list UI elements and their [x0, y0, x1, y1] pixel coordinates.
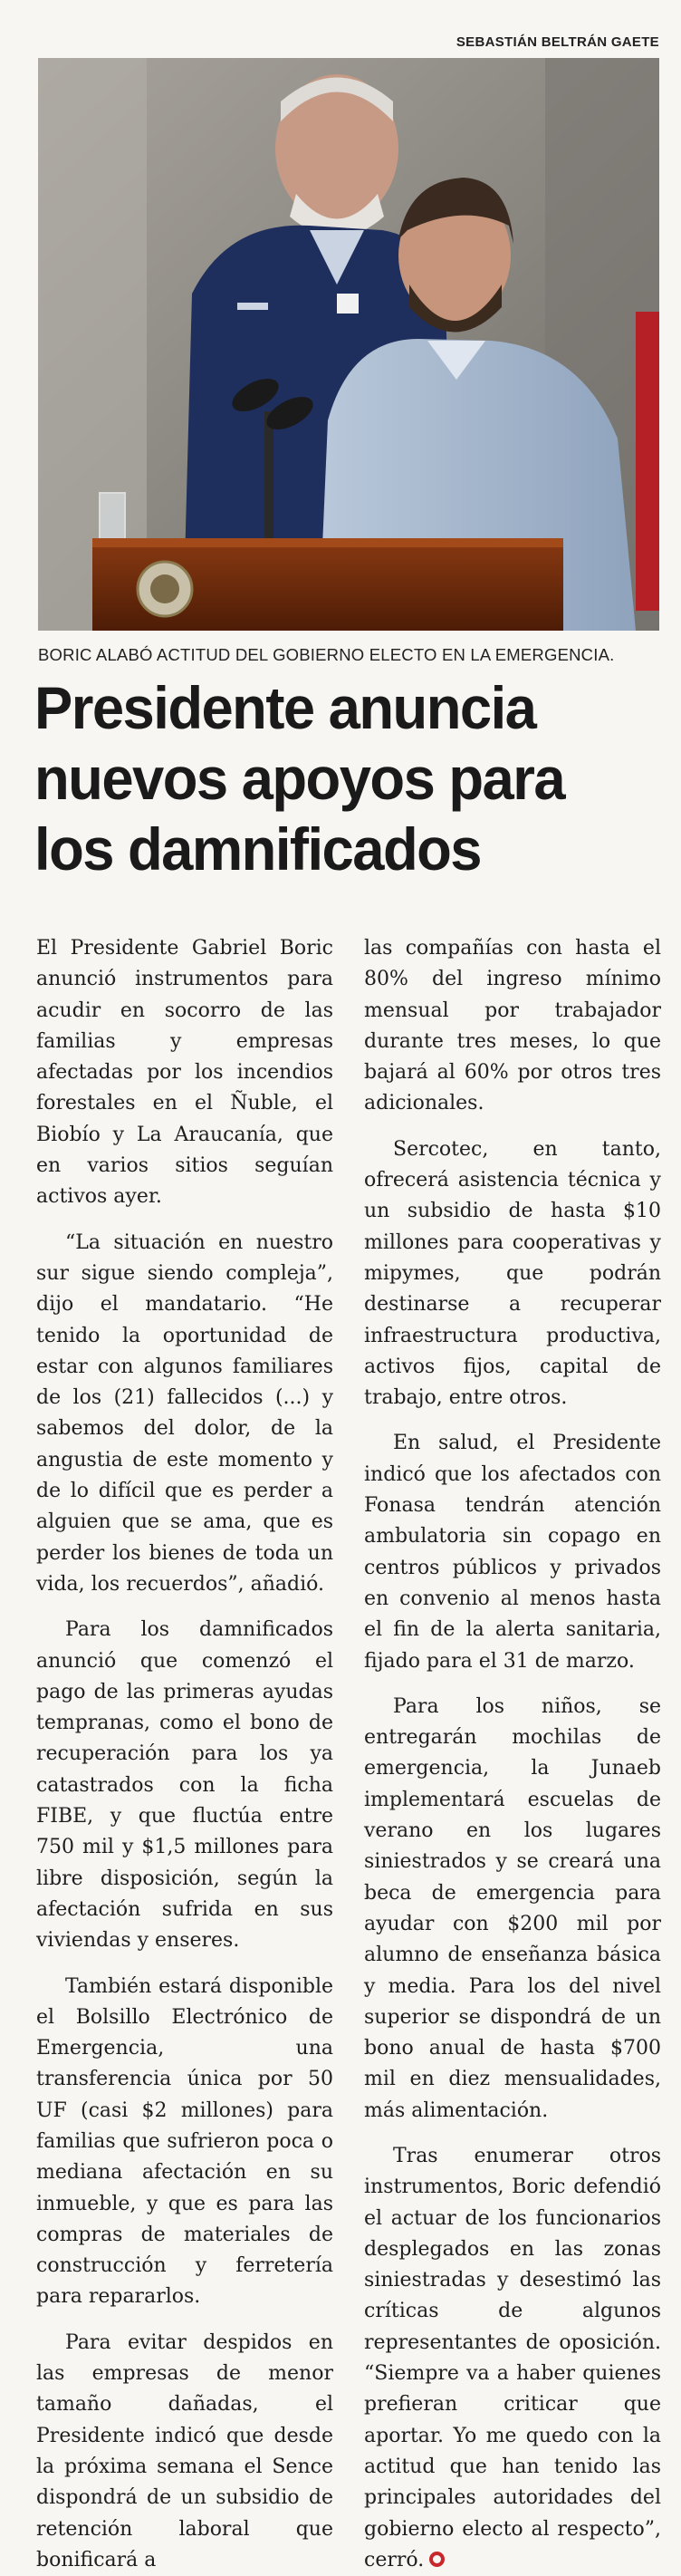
article-paragraph: [364, 2141, 661, 2576]
closing-paragraph-text: Tras enumerar otros instrumentos, Boric defendió el actuar de los funcionarios desplegados en las zonas siniestradas y desestimó las críticas de algunos representantes de oposición. “Siempre va a haber quienes prefieran criticar que aportar. Yo me quedo con la actitud que han tenido las principales autoridades del gobierno electo al respecto”, cerró.: [364, 2144, 661, 2571]
article-column-right: [364, 933, 661, 2576]
article-paragraph: El Presidente Gabriel Boric anunció instrumentos para acudir en socorro de las familias y empresas afectadas por los incendios forestales en el Ñuble, el Biobío y La Araucanía, que en varios sitios seguían activos ayer.: [36, 937, 333, 1209]
headline: [34, 672, 643, 884]
article-paragraph: Para los niños, se entregarán mochilas de emergencia, la Junaeb implementará escuelas de verano en los lugares siniestrados y se creará una beca de emergencia para ayudar con $200 mil por alumno de enseñanza básica y media. Para los del nivel superior se dispondrá de un bono anual de hasta $700 mil en diez mensualidades, más alimentación.: [364, 1694, 661, 2122]
photo-illustration: [38, 58, 659, 631]
photo-caption: BORIC ALABÓ ACTITUD DEL GOBIERNO ELECTO EN LA EMERGENCIA.: [38, 645, 615, 664]
photo-credit: SEBASTIÁN BELTRÁN GAETE: [456, 34, 659, 50]
headline-line-1: Presidente anuncia: [34, 674, 536, 741]
headline-line-2: nuevos apoyos para: [34, 745, 565, 812]
article-paragraph: También estará disponible el Bolsillo Electrónico de Emergencia, una transferencia única por 50 UF (casi $2 millones) para familias que sufrieron poca o mediana afectación en su inmueble, y que es para las compras de materiales de construcción y ferretería para repararlos.: [36, 1974, 333, 2309]
article-column-left: [36, 933, 333, 2576]
headline-line-3: los damnificados: [34, 815, 481, 883]
end-of-article-icon: [429, 2552, 445, 2567]
article-paragraph: “La situación en nuestro sur sigue siendo compleja”, dijo el mandatario. “He tenido la oportunidad de estar con algunos familiares de los (21) fallecidos (...) y sabemos del dolor, de la angustia de este momento y de lo difícil que es perder a alguien que se ama, que es perder los bienes de toda un vida, los recuerdos”, añadió.: [36, 1230, 333, 1596]
article-paragraph: Para los damnificados anunció que comenzó el pago de las primeras ayudas tempranas, como el bono de recuperación para los ya catastrados con la ficha FIBE, y que fluctúa entre 750 mil y $1,5 millones para libre disposición, según la afectación sufrida en sus viviendas y enseres.: [36, 1618, 333, 1953]
article-paragraph: Sercotec, en tanto, ofrecerá asistencia técnica y un subsidio de hasta $10 millones para cooperativas y mipymes, que podrán destinarse a recuperar infraestructura productiva, activos fijos, capital de trabajo, entre otros.: [364, 1137, 661, 1410]
article-paragraph: las compañías con hasta el 80% del ingreso mínimo mensual por trabajador durante tres meses, lo que bajará al 60% por otros tres adicionales.: [364, 937, 661, 1115]
news-photo: [38, 58, 659, 631]
article-paragraph: En salud, el Presidente indicó que los afectados con Fonasa tendrán atención ambulatoria sin copago en centros públicos y privados en convenio al menos hasta el fin de la alerta sanitaria, fijado para el 31 de marzo.: [364, 1432, 661, 1673]
article-paragraph: Para evitar despidos en las empresas de menor tamaño dañadas, el Presidente indicó que desde la próxima semana el Sence dispondrá de un subsidio de retención laboral que bonificará a: [36, 2330, 333, 2571]
